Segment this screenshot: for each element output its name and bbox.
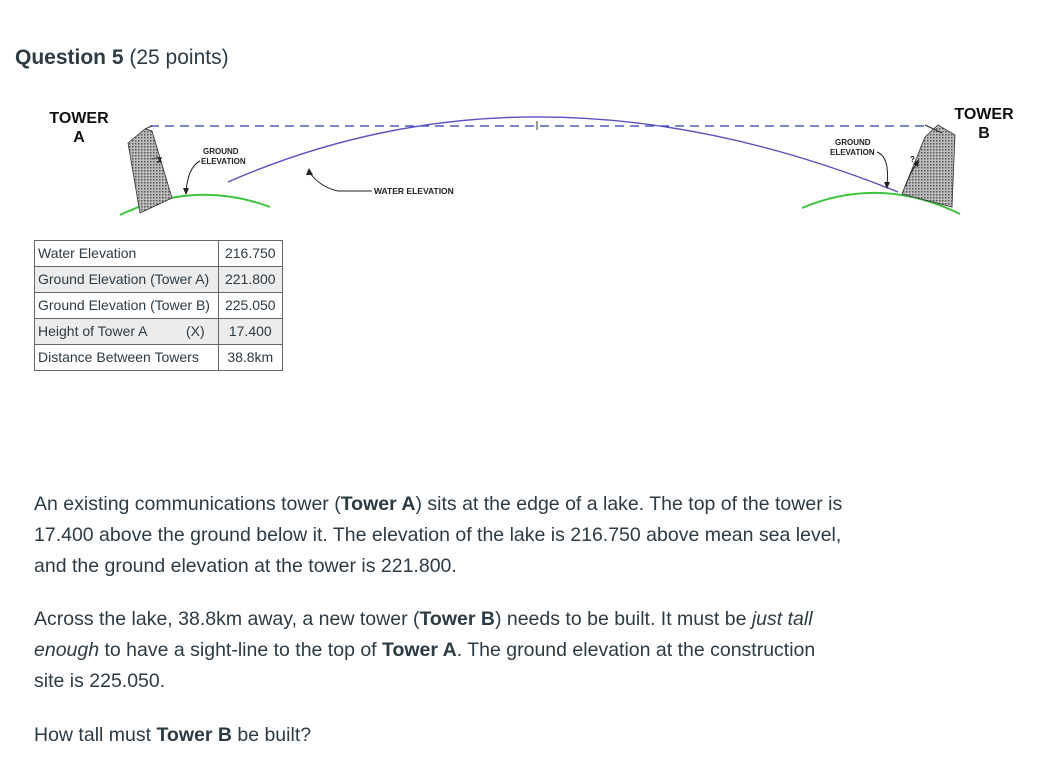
paragraph-2	[34, 604, 844, 697]
tower-diagram	[0, 95, 1045, 230]
p2-text-3: to have a sight-line to the top of	[99, 639, 383, 661]
p1-text-1: An existing communications tower (	[34, 493, 341, 515]
p1-bold-1: Tower A	[340, 493, 416, 515]
table-row	[35, 319, 283, 345]
table-cell-label-suffix: (X)	[186, 323, 205, 339]
ground-elevation-a-label-line2: ELEVATION	[201, 157, 246, 166]
p2-bold-1: Tower B	[419, 608, 495, 630]
table-cell-value: 216.750	[218, 241, 282, 267]
tower-a-label-line1: TOWER	[49, 110, 109, 127]
p2-bold-2: Tower A	[382, 639, 457, 661]
ground-elevation-b-label-line2: ELEVATION	[830, 148, 875, 157]
table-row	[35, 267, 283, 293]
table-cell-value: 38.8km	[218, 345, 282, 371]
data-table	[34, 240, 283, 371]
table-cell-label: Ground Elevation (Tower A)	[35, 267, 219, 293]
water-elevation-label: WATER ELEVATION	[374, 186, 454, 196]
p2-text-4: . The ground elevation at the construction site is 225.050.	[34, 639, 816, 692]
table-cell-label	[35, 319, 219, 345]
ground-elevation-b-arrow	[877, 152, 888, 185]
question-points: (25 points)	[129, 46, 229, 69]
p1-text-2: ) sits at the edge of a lake. The top of the tower is 17.400 above the ground below it. The elevation of the lake is 216.750 above mean sea level, and the ground elevation at the tower is 221.800.	[34, 493, 843, 577]
p2-text-2: ) needs to be built. It must be	[494, 608, 752, 630]
water-elevation-arrow	[310, 173, 372, 191]
p3-text-1: How tall must	[34, 724, 157, 746]
p3-bold-1: Tower B	[156, 724, 232, 746]
table-cell-label: Distance Between Towers	[35, 345, 219, 371]
ground-elevation-a-arrowhead	[183, 188, 189, 195]
table-cell-label: Ground Elevation (Tower B)	[35, 293, 219, 319]
table-cell-label: Water Elevation	[35, 241, 219, 267]
table-row	[35, 293, 283, 319]
paragraph-3	[34, 720, 844, 751]
table-cell-value: 221.800	[218, 267, 282, 293]
ground-elevation-a-label-line1: GROUND	[203, 147, 239, 156]
water-curve	[228, 117, 898, 192]
water-elevation-arrowhead	[306, 168, 313, 175]
question-header	[15, 46, 229, 70]
paragraph-1	[34, 489, 844, 582]
tower-a-x-marker: X	[157, 156, 163, 165]
table-row	[35, 241, 283, 267]
table-cell-label-main: Height of Tower A	[38, 323, 148, 339]
tower-b-body	[902, 125, 955, 207]
tower-a-body	[128, 129, 172, 213]
question-title: Question 5	[15, 46, 124, 69]
table-row	[35, 345, 283, 371]
ground-elevation-b-label-line1: GROUND	[835, 138, 871, 147]
p2-text-1: Across the lake, 38.8km away, a new tower (	[34, 608, 420, 630]
tower-a-label-line2: A	[73, 129, 85, 146]
table-cell-value: 225.050	[218, 293, 282, 319]
tower-b-label-line2: B	[978, 125, 990, 142]
p2-italic-1: just tall enough	[34, 608, 813, 661]
ground-elevation-a-arrow	[186, 161, 200, 192]
p3-text-2: be built?	[231, 724, 312, 746]
tower-b-unknown-marker: ?	[910, 155, 915, 164]
tower-b-label-line1: TOWER	[954, 106, 1014, 123]
tower-a-antenna	[145, 126, 152, 129]
table-cell-value: 17.400	[218, 319, 282, 345]
